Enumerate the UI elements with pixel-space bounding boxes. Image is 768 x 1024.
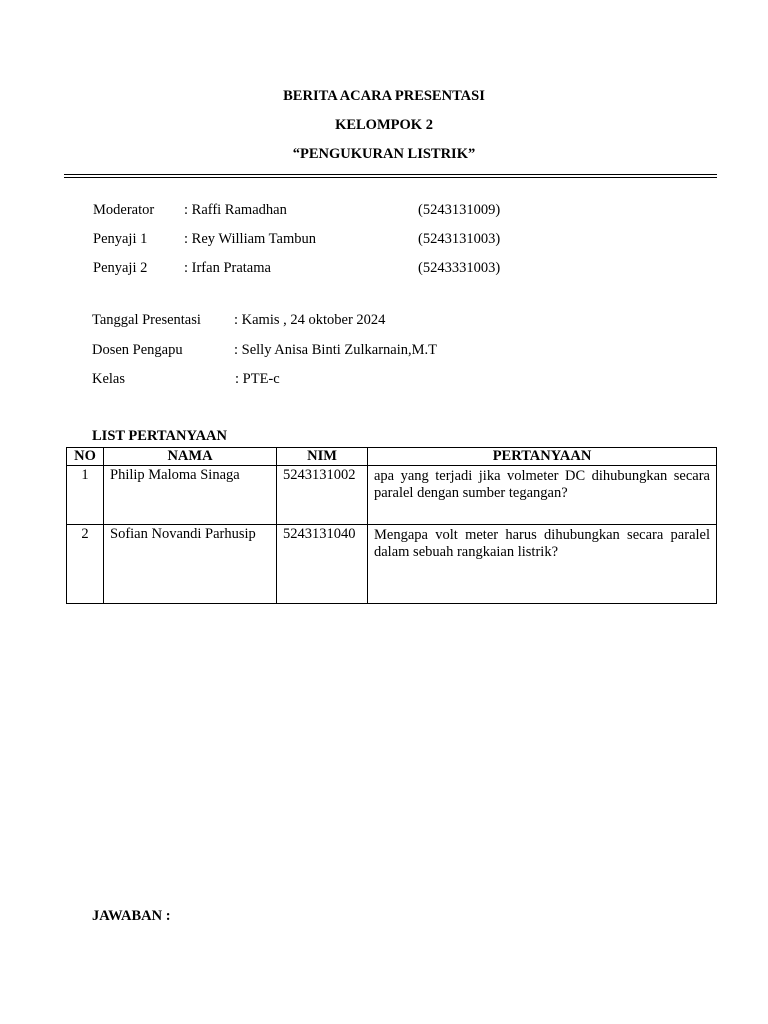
topic-title: “PENGUKURAN LISTRIK” (292, 146, 476, 162)
question-text: apa yang terjadi jika volmeter DC dihubungkan secara paralel dengan sumber tegangan? (368, 466, 717, 525)
questioner-nim: 5243131002 (277, 466, 368, 525)
column-header-nama: NAMA (104, 448, 277, 466)
presenter1-label: Penyaji 1 (93, 231, 148, 247)
moderator-label: Moderator (93, 202, 155, 218)
class-label: Kelas (92, 371, 126, 387)
column-header-pertanyaan: PERTANYAAN (368, 448, 717, 466)
questions-table (66, 447, 717, 604)
column-header-nim: NIM (277, 448, 368, 466)
table-row (67, 525, 717, 604)
date-label: Tanggal Presentasi (92, 312, 201, 328)
questioner-nim: 5243131040 (277, 525, 368, 604)
document-title: BERITA ACARA PRESENTASI (283, 88, 485, 104)
row-number: 1 (67, 466, 104, 525)
presenter2-label: Penyaji 2 (93, 260, 148, 276)
answers-heading: JAWABAN : (92, 908, 171, 924)
date-value: : Kamis , 24 oktober 2024 (234, 312, 386, 328)
moderator-name: : Raffi Ramadhan (184, 202, 287, 218)
header-divider-top (64, 174, 717, 175)
header-divider-bottom (64, 177, 717, 178)
presenter1-name: : Rey William Tambun (184, 231, 316, 247)
table-header-row (67, 448, 717, 466)
moderator-id: (5243131009) (418, 202, 501, 218)
presenter2-id: (5243331003) (418, 260, 501, 276)
table-row (67, 466, 717, 525)
question-text: Mengapa volt meter harus dihubungkan secara paralel dalam sebuah rangkaian listrik? (368, 525, 717, 604)
group-label: KELOMPOK 2 (335, 117, 433, 133)
presenter2-name: : Irfan Pratama (184, 260, 271, 276)
lecturer-value: : Selly Anisa Binti Zulkarnain,M.T (234, 342, 437, 358)
class-value: : PTE-c (235, 371, 280, 387)
questions-heading: LIST PERTANYAAN (92, 428, 227, 444)
row-number: 2 (67, 525, 104, 604)
lecturer-label: Dosen Pengapu (92, 342, 183, 358)
questioner-name: Sofian Novandi Parhusip (104, 525, 277, 604)
presenter1-id: (5243131003) (418, 231, 501, 247)
column-header-no: NO (67, 448, 104, 466)
questioner-name: Philip Maloma Sinaga (104, 466, 277, 525)
